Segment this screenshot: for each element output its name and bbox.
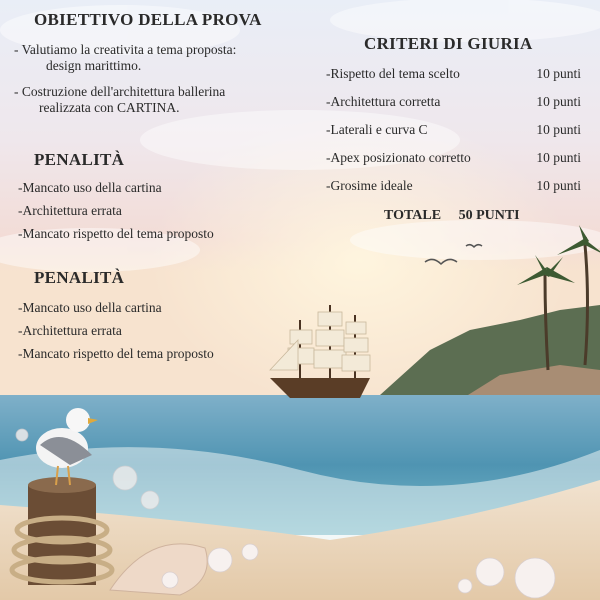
penalty-item: -Mancato uso della cartina [18,180,162,195]
penalties-title: PENALITÀ [34,268,125,287]
criteria-row [326,150,581,166]
total-label: TOTALE [384,208,442,223]
criteria-row [326,122,581,138]
penalty-item: -Architettura errata [18,323,122,338]
penalty-item: -Mancato rispetto del tema proposto [18,226,214,241]
objective-line: realizzata con CARTINA. [39,100,180,115]
criteria-label: -Apex posizionato corretto [326,150,471,165]
objective-line: - Valutiamo la creativita a tema proposta: [14,42,237,57]
criteria-points: 10 punti [536,150,581,165]
criteria-points: 10 punti [536,122,581,137]
total-value: 50 PUNTI [458,208,520,223]
criteria-label: -Laterali e curva C [326,122,428,137]
criteria-points: 10 punti [536,66,581,81]
objective-title: OBIETTIVO DELLA PROVA [34,10,262,29]
criteria-label: -Architettura corretta [326,94,441,109]
criteria-label: -Rispetto del tema scelto [326,66,460,81]
penalty-item: -Mancato rispetto del tema proposto [18,346,214,361]
criteria-label: -Grosime ideale [326,178,413,193]
objective-line: design marittimo. [46,58,142,73]
criteria-points: 10 punti [536,94,581,109]
penalty-item: -Mancato uso della cartina [18,300,162,315]
criteria-total [384,208,520,224]
objective-line: - Costruzione dell'architettura ballerina [14,84,226,99]
penalties-section [18,150,288,242]
criteria-row [326,178,581,194]
criteria-row [326,94,581,110]
criteria-points: 10 punti [536,178,581,193]
penalties-section [18,268,288,362]
criteria-row [326,66,581,82]
criteria-section [326,34,586,234]
criteria-title: CRITERI DI GIURIA [364,34,533,53]
penalty-item: -Architettura errata [18,203,122,218]
objective-section [14,10,284,116]
penalties-title: PENALITÀ [34,150,125,169]
